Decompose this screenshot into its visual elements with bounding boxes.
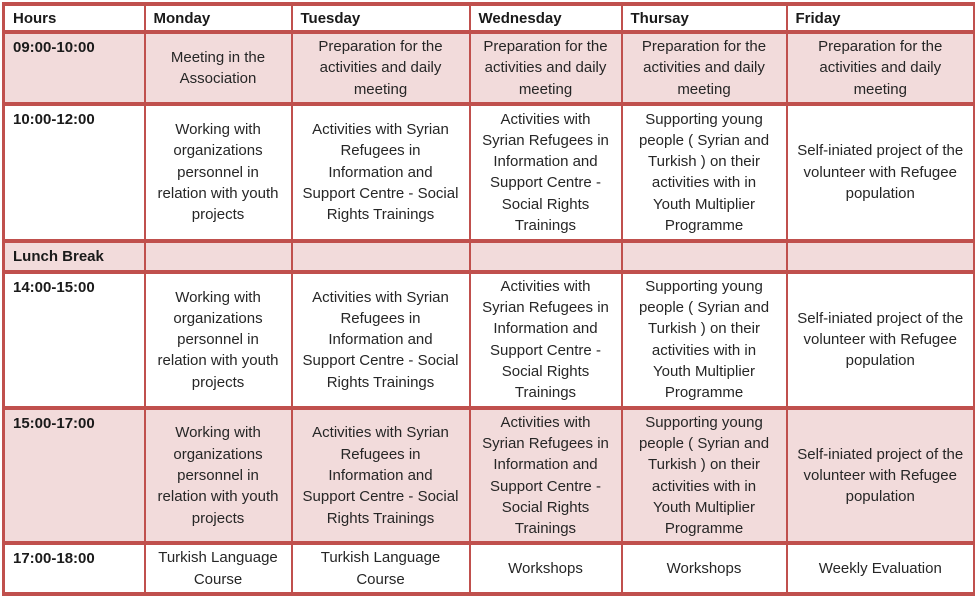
schedule-cell-monday: Turkish Language Course: [145, 543, 292, 594]
schedule-cell-wednesday: Activities with Syrian Refugees in Information and Support Centre - Social Rights Trainings: [470, 104, 622, 241]
schedule-cell-friday: Self-iniated project of the volunteer with Refugee population: [787, 104, 975, 241]
time-cell: 15:00-17:00: [4, 408, 145, 544]
schedule-row-1700-1800: [4, 543, 975, 594]
column-header-monday: Monday: [145, 4, 292, 32]
header-row: [4, 4, 975, 32]
schedule-cell-friday: Weekly Evaluation: [787, 543, 975, 594]
schedule-cell-monday: [145, 241, 292, 272]
schedule-cell-friday: Self-iniated project of the volunteer with Refugee population: [787, 272, 975, 408]
column-header-friday: Friday: [787, 4, 975, 32]
schedule-cell-friday: Preparation for the activities and daily meeting: [787, 32, 975, 104]
time-cell: 17:00-18:00: [4, 543, 145, 594]
schedule-cell-tuesday: Preparation for the activities and daily meeting: [292, 32, 470, 104]
column-header-hours: Hours: [4, 4, 145, 32]
schedule-cell-wednesday: Activities with Syrian Refugees in Information and Support Centre - Social Rights Trainings: [470, 272, 622, 408]
schedule-cell-thursday: Supporting young people ( Syrian and Turkish ) on their activities with in Youth Multiplier Programme: [622, 104, 787, 241]
column-header-wednesday: Wednesday: [470, 4, 622, 32]
schedule-cell-tuesday: Activities with Syrian Refugees in Information and Support Centre - Social Rights Trainings: [292, 408, 470, 544]
schedule-cell-tuesday: [292, 241, 470, 272]
schedule-cell-monday: Working with organizations personnel in relation with youth projects: [145, 272, 292, 408]
schedule-cell-wednesday: Preparation for the activities and daily meeting: [470, 32, 622, 104]
schedule-cell-tuesday: Turkish Language Course: [292, 543, 470, 594]
schedule-cell-thursday: Preparation for the activities and daily meeting: [622, 32, 787, 104]
schedule-cell-friday: [787, 241, 975, 272]
schedule-cell-thursday: Supporting young people ( Syrian and Turkish ) on their activities with in Youth Multiplier Programme: [622, 408, 787, 544]
schedule-cell-monday: Working with organizations personnel in relation with youth projects: [145, 408, 292, 544]
schedule-cell-friday: Self-iniated project of the volunteer with Refugee population: [787, 408, 975, 544]
schedule-cell-wednesday: Activities with Syrian Refugees in Information and Support Centre - Social Rights Trainings: [470, 408, 622, 544]
lunch-break-label: Lunch Break: [4, 241, 145, 272]
schedule-cell-thursday: Workshops: [622, 543, 787, 594]
schedule-cell-thursday: [622, 241, 787, 272]
time-cell: 14:00-15:00: [4, 272, 145, 408]
time-cell: 10:00-12:00: [4, 104, 145, 241]
schedule-cell-monday: Meeting in the Association: [145, 32, 292, 104]
schedule-cell-tuesday: Activities with Syrian Refugees in Information and Support Centre - Social Rights Trainings: [292, 272, 470, 408]
schedule-row-1000-1200: [4, 104, 975, 241]
schedule-cell-tuesday: Activities with Syrian Refugees in Information and Support Centre - Social Rights Trainings: [292, 104, 470, 241]
schedule-cell-monday: Working with organizations personnel in relation with youth projects: [145, 104, 292, 241]
schedule-cell-wednesday: Workshops: [470, 543, 622, 594]
schedule-row-1400-1500: [4, 272, 975, 408]
schedule-cell-wednesday: [470, 241, 622, 272]
schedule-cell-thursday: Supporting young people ( Syrian and Turkish ) on their activities with in Youth Multiplier Programme: [622, 272, 787, 408]
schedule-row-lunch-break: [4, 241, 975, 272]
column-header-thursday: Thursay: [622, 4, 787, 32]
schedule-row-0900-1000: [4, 32, 975, 104]
column-header-tuesday: Tuesday: [292, 4, 470, 32]
weekly-schedule-table: [2, 2, 975, 596]
time-cell: 09:00-10:00: [4, 32, 145, 104]
schedule-row-1500-1700: [4, 408, 975, 544]
